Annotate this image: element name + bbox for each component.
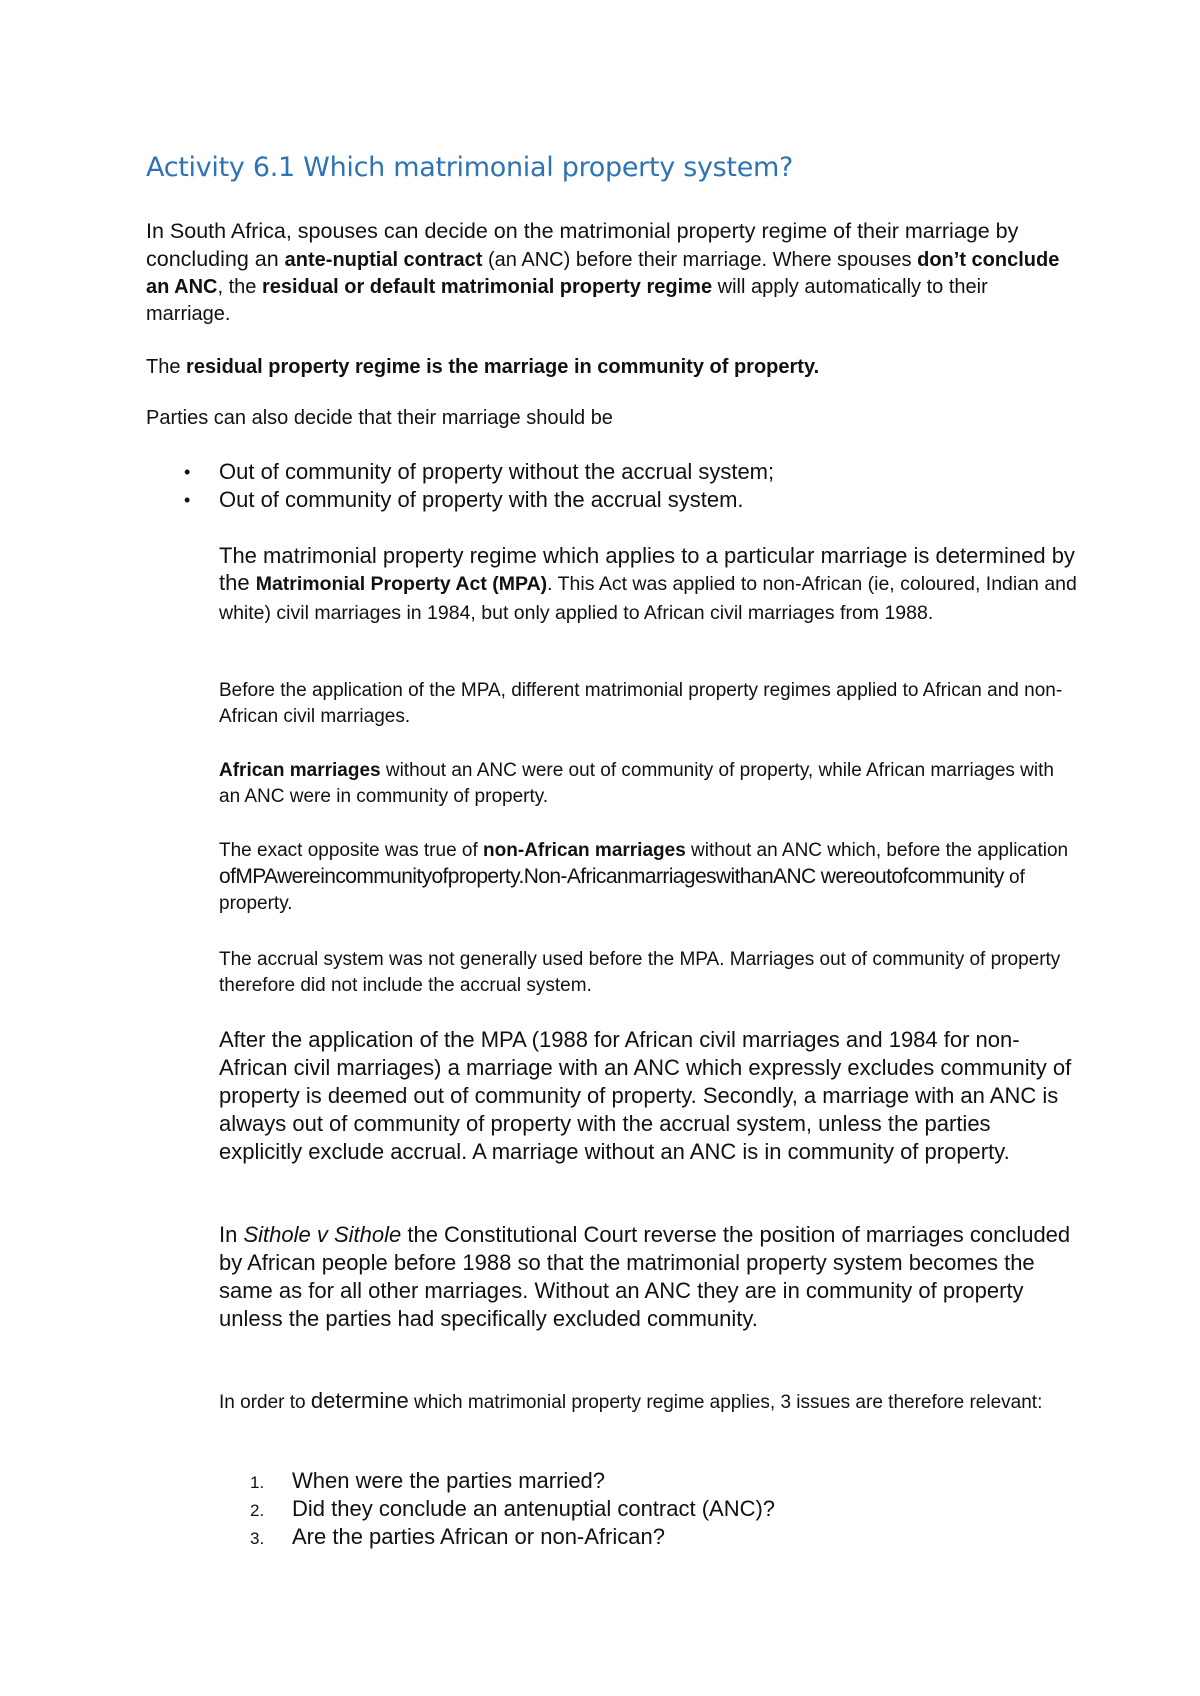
sithole-case-name: Sithole v Sithole bbox=[243, 1222, 402, 1247]
intro-text-3: , the bbox=[217, 276, 262, 298]
intro-paragraph bbox=[146, 218, 1066, 328]
opposite-text-3: ofMPAwereincommunityofproperty.Non-AfricanmarriageswithanANC wereoutofcommunity bbox=[219, 865, 1004, 888]
issue-text: When were the parties married? bbox=[292, 1468, 606, 1493]
mpa-text-2: . This Act was applied to non-African (ie, coloured, Indian and white) civil marriages in 1984, but only applied to African civil marriages from 1988. bbox=[219, 573, 1077, 624]
bullet-icon: • bbox=[184, 462, 191, 482]
bullet-text: Out of community of property without the accrual system; bbox=[219, 459, 775, 484]
opposite-text-4: of property. bbox=[219, 867, 1025, 914]
mpa-text-1: The matrimonial property regime which applies to a particular marriage is determined by the bbox=[219, 543, 1075, 595]
list-item bbox=[250, 1467, 775, 1495]
intro-text-2: (an ANC) before their marriage. Where spouses bbox=[482, 249, 918, 271]
list-number: 2. bbox=[250, 1501, 265, 1520]
list-number: 1. bbox=[250, 1473, 265, 1492]
intro-text-4: will apply automatically to their marriage. bbox=[146, 276, 988, 325]
list-item bbox=[180, 486, 774, 514]
residual-bold: residual property regime is the marriage in community of property. bbox=[186, 356, 820, 378]
african-text: without an ANC were out of community of property, while African marriages with an ANC were in community of property. bbox=[219, 760, 1054, 807]
issue-text: Are the parties African or non-African? bbox=[292, 1524, 665, 1549]
list-item bbox=[250, 1523, 775, 1551]
sithole-text-1: In bbox=[219, 1222, 244, 1247]
issues-numbered-list bbox=[250, 1467, 775, 1551]
intro-bold-residual: residual or default matrimonial property regime bbox=[261, 276, 713, 298]
before-mpa-paragraph: Before the application of the MPA, different matrimonial property regimes applied to African and non-African civil marriages. bbox=[219, 680, 1063, 727]
list-item bbox=[250, 1495, 775, 1523]
determine-text-3: which matrimonial property regime applies, 3 issues are therefore relevant: bbox=[408, 1392, 1043, 1413]
intro-bold-ante-nuptial: ante-nuptial contract bbox=[284, 249, 483, 271]
page-title: Activity 6.1 Which matrimonial property system? bbox=[146, 152, 794, 183]
residual-paragraph bbox=[146, 354, 1066, 381]
mpa-paragraph bbox=[219, 542, 1079, 627]
intro-bold-no-anc: don’t conclude an ANC bbox=[146, 249, 1060, 298]
accrual-paragraph: The accrual system was not generally used before the MPA. Marriages out of community of property therefore did not include the accrual system. bbox=[219, 949, 1061, 996]
african-marriages-paragraph bbox=[219, 758, 1079, 810]
list-item bbox=[180, 458, 774, 486]
regime-bullet-list bbox=[180, 458, 774, 514]
opposite-bold: non-African marriages bbox=[483, 840, 686, 861]
sithole-paragraph bbox=[219, 1221, 1079, 1333]
opposite-text-2: without an ANC which, before the application bbox=[685, 840, 1069, 861]
list-number: 3. bbox=[250, 1529, 265, 1548]
african-bold: African marriages bbox=[219, 760, 381, 781]
opposite-paragraph bbox=[219, 838, 1079, 917]
bullet-icon: • bbox=[184, 490, 191, 510]
issue-text: Did they conclude an antenuptial contract (ANC)? bbox=[292, 1496, 776, 1521]
after-mpa-paragraph: After the application of the MPA (1988 for African civil marriages and 1984 for non- African civil marriages) a marriage with an ANC which expressly excludes community of property is deemed out of community of property. Secondly, a marriage with an ANC is always out of community of property with the accrual system, unless the parties explicitly exclude accrual. A marriage without an ANC is in community of property. bbox=[219, 1027, 1072, 1164]
sithole-text-2: the Constitutional Court reverse the position of marriages concluded by African people before 1988 so that the matrimonial property system becomes the same as for all other marriages. Without an ANC they are in community of property unless the parties had specifically excluded community. bbox=[219, 1222, 1071, 1331]
determine-paragraph bbox=[219, 1388, 1079, 1416]
determine-text-1: In order to bbox=[219, 1392, 311, 1413]
mpa-bold: Matrimonial Property Act (MPA) bbox=[255, 573, 548, 595]
parties-intro: Parties can also decide that their marriage should be bbox=[146, 407, 613, 429]
residual-text: The bbox=[146, 356, 187, 378]
determine-text-2: determine bbox=[310, 1388, 409, 1413]
intro-text-1: In South Africa, spouses can decide on the matrimonial property regime of their marriage by concluding an bbox=[146, 219, 1019, 271]
opposite-text-1: The exact opposite was true of bbox=[219, 840, 484, 861]
bullet-text: Out of community of property with the accrual system. bbox=[219, 487, 744, 512]
